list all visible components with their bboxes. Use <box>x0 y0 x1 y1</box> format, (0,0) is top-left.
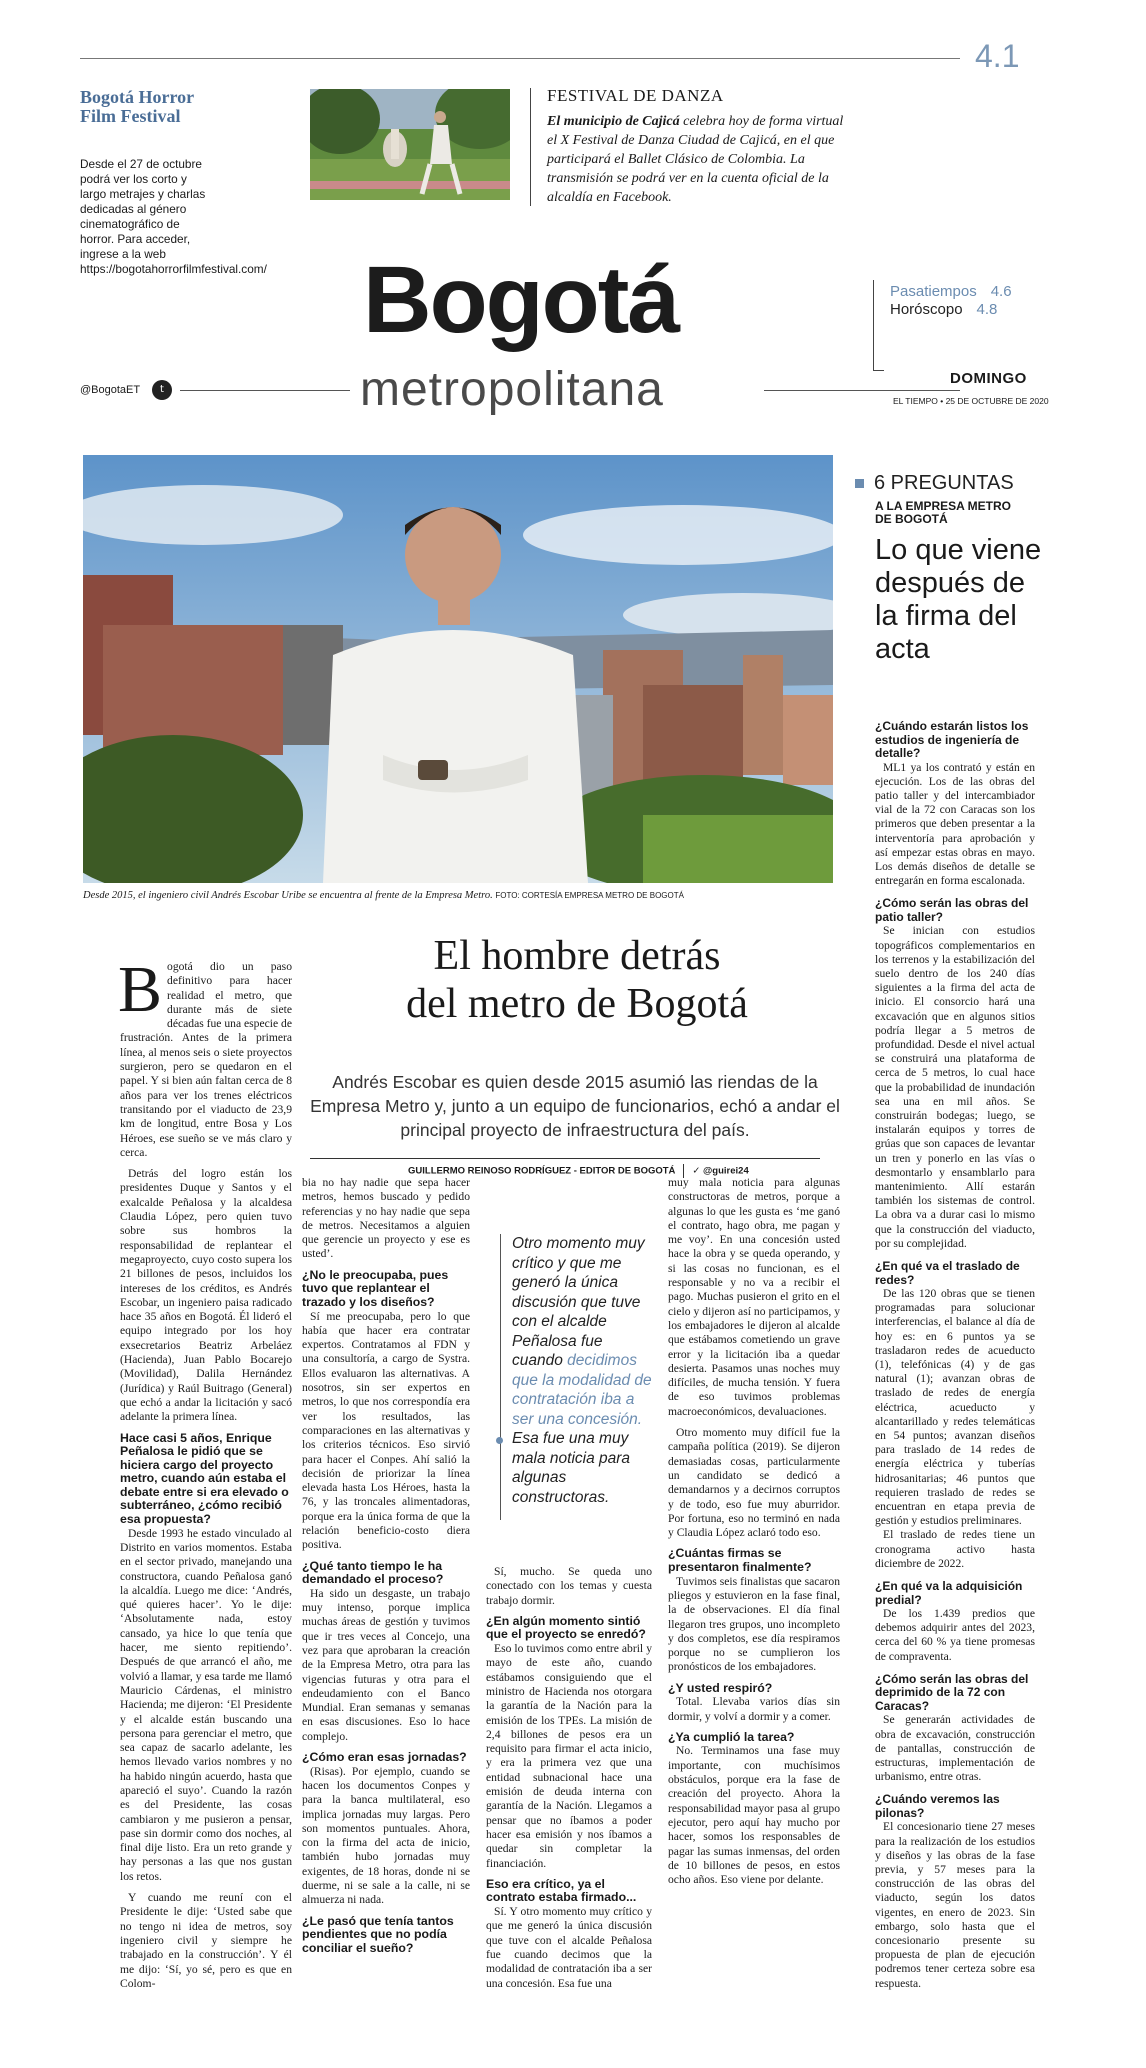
question: ¿Le pasó que tenía tantos pendientes que no podía conciliar el sueño? <box>302 1913 454 1955</box>
sidebar-question: ¿En qué va el traslado de redes? <box>875 1259 1020 1287</box>
answer: Sí, mucho. Se queda uno conectado con los temas y cuesta trabajo dormir. <box>486 1565 652 1607</box>
question: ¿No le preocupaba, pues tuvo que replantear el trazado y los diseños? <box>302 1267 449 1309</box>
index-label: Pasatiempos <box>890 283 977 300</box>
article-headline <box>312 932 842 1028</box>
sidebar-kicker-text: 6 PREGUNTAS <box>874 472 1014 494</box>
masthead-rule-left <box>180 390 350 391</box>
sidebar-question: ¿Cómo serán las obras del patio taller? <box>875 896 1029 924</box>
sidebar-title: Lo que viene después de la firma del acta <box>875 534 1042 665</box>
sidebar-question: ¿Cuándo estarán listos los estudios de ingeniería de detalle? <box>875 719 1029 760</box>
brief-title: Bogotá Horror Film Festival <box>80 87 194 126</box>
paragraph: Detrás del logro están los presidentes Duque y Santos y el exalcalde Peñalosa y la alcaldesa Claudia López, pero quien tuvo sobre sus hombros la responsabilidad de replantear el megaproyecto, cuyo costo supera los 21 billones de pesos, incluidos los intereses de los créditos, es Andrés Escobar, un ingeniero paisa radicado hace 35 años en Bogotá. Él lideró el equipo integrado por los hoy exsecretarios Beatriz Arbeláez (Hacienda), Juan Pablo Bocarejo (Movilidad), Dalila Hernández (Jurídica) y Raúl Buitrago (General) que echó a andar la licitación y sacó adelante la primera línea. <box>120 1167 292 1424</box>
sidebar-qa <box>875 720 1035 2000</box>
festival-text-lead: El municipio de Cajicá <box>547 114 680 129</box>
festival-text-body: celebra hoy de forma virtual el X Festival de Danza Ciudad de Cajicá, en el que participará el Ballet Clásico de Colombia. La transmisión se podrá ver en la cuenta oficial de la alcaldía en Facebook. <box>547 114 844 205</box>
day-label: DOMINGO <box>950 370 1027 387</box>
article-column-2 <box>302 1176 470 1955</box>
question: ¿Ya cumplió la tarea? <box>668 1729 795 1744</box>
article-deck: Andrés Escobar es quien desde 2015 asumió las riendas de la Empresa Metro y, junto a un equipo de funcionarios, echó a andar el principal proyecto de infraestructura del país. <box>310 1072 840 1140</box>
answer: Sí me preocupaba, pero lo que había que hacer era contratar expertos. Contratamos al FDN y una consultoría, a cargo de Systra. Ellos evaluaron las alternativas. A nosotros, sin ser expertos en metros, lo que nos correspondía era ver los resultados, las comparaciones en las alternativas y los criterios técnicos. Eso sirvió para hacer el Conpes. Ahí salió la decisión de priorizar la línea elevada hasta Los Héroes, hasta la 76, y las troncales alimentadoras, porque era la única forma de que la relación beneficio-costo diera positiva. <box>302 1309 470 1552</box>
sidebar-answer: De las 120 obras que se tienen programadas para solucionar interferencias, el balance al día de hoy es: en 6 puntos ya se trasladaron redes de acueducto (1), telefónicas (4) y de gas natural (1); avanzan obras de traslado de redes de energía eléctrica, acueducto y alcantarillado y redes telemáticas en 54 puntos; avanzan diseños para traslado de 14 redes de energía eléctrica y tuberías hidrosanitarias; 46 puntos que requieren traslado de redes se encuentran en etapa previa de gestión y estudios preliminares. <box>875 1287 1035 1528</box>
sidebar-question: ¿En qué va la adquisición predial? <box>875 1579 1023 1607</box>
pull-quote-rule <box>500 1234 501 1520</box>
section-title: Bogotá <box>363 247 679 353</box>
photo-caption <box>83 890 843 901</box>
sidebar-kicker <box>855 472 1014 495</box>
answer: Y cuando me reuní con el Presidente le dije: ‘Usted sabe que no tengo ni idea de metros, soy ingeniero civil y siempre he trabajado en la construcción’. Y él me dijo: ‘Sí, yo sé, pero es que en Colom- <box>120 1891 292 1990</box>
article-column-1 <box>118 953 292 1998</box>
brief-text: Desde el 27 de octubre podrá ver los corto y largo metrajes y charlas dedicadas al género cinematográfico de horror. Para acceder, ingrese a la web https://bogotahorrorfilmfestival.com/ <box>80 157 267 276</box>
masthead-rule-right <box>764 390 960 391</box>
question: ¿En algún momento sintió que el proyecto se enredó? <box>486 1613 646 1642</box>
sidebar-answer: De los 1.439 predios que debemos adquirir antes del 2023, cerca del 60 % ya tiene promesas de compraventa. <box>875 1607 1035 1663</box>
question: ¿Cuántas firmas se presentaron finalmente? <box>668 1546 812 1575</box>
question: ¿Cómo eran esas jornadas? <box>302 1750 467 1765</box>
festival-title: FESTIVAL DE DANZA <box>547 86 724 105</box>
question: Eso era crítico, ya el contrato estaba firmado... <box>486 1876 637 1905</box>
twitter-handle[interactable]: @BogotaET <box>80 384 141 396</box>
festival-photo <box>310 89 510 200</box>
index-label: Horóscopo <box>890 301 963 318</box>
pull-quote-text: Esa fue una muy mala noticia para algunas constructoras. <box>512 1430 631 1506</box>
pull-quote-highlight: decidimos que la modalidad de contratación iba a ser una concesión. <box>512 1352 652 1428</box>
answer: Eso lo tuvimos como entre abril y mayo de este año, cuando estábamos consiguiendo que el ministro de Hacienda nos otorgara la garantía de la Nación para la emisión de los TPEs. La misión de 2,4 billones de pesos era un requisito para firmar el acta inicio, y era la primera vez que una entidad subnacional hace una emisión de deuda interna con garantía de la Nación. Llegamos a pensar que no íbamos a poder hacer esa emisión y nos íbamos a quedar sin completar la financiación. <box>486 1642 652 1870</box>
twitter-icon: t <box>152 380 172 400</box>
answer: Total. Llevaba varios días sin dormir, y volví a dormir y a comer. <box>668 1695 840 1723</box>
answer: Tuvimos seis finalistas que sacaron pliegos y estuvieron en la fase final, la de observaciones. El día final llegaron tres grupos, uno incompleto y dos completos, ese día respiramos porque no se cumplieron los pronósticos de los embajadores. <box>668 1574 840 1674</box>
sidebar-question: ¿Cómo serán las obras del deprimido de la 72 con Caracas? <box>875 1671 1029 1713</box>
sidebar-answer: El traslado de redes tiene un cronograma activo hasta diciembre de 2022. <box>875 1528 1035 1570</box>
paragraph: ogotá dio un paso definitivo para hacer realidad el metro, que durante más de siete décadas fue una especie de frustración. Antes de la primera línea, al menos seis o siete proyectos surgieron, pero se quedaron en el papel. Y si bien aún faltan cerca de 8 años para ver los trenes eléctricos transitando por el viaducto de 23,9 km de longitud, entre Bosa y Los Héroes, ese sueño se ve más claro y cerca. <box>120 960 292 1159</box>
top-rule <box>80 58 960 59</box>
answer: No. Terminamos una fase muy importante, con muchísimos obstáculos, porque era la fase de creación del proyecto. Ahora la responsabilidad mayor pasa al grupo ejecutor, pero aquí hay mucho por hacer, somos los responsables de pagar las sumas inmensas, del orden de 10 billones de pesos, en estos ocho años. Eso viene por delante. <box>668 1744 840 1887</box>
sidebar-answer: Se inician con estudios topográficos complementarios en los terrenos y la estabilización del suelo dentro de los 240 días siguientes a la firma del acta de inicio. El consorcio hará una excavación que en algunos sitios podría llegar a 5 metros de profundidad. Desde el nivel actual se construirá una plataforma de cerca de 5 metros, lo cual hace que la probabilidad de inundación sea una en mil años. Se construirán bodegas; luego, se instalarán equipos y torres de grúas que son capaces de levantar un tren y ponerlo en las vías o desmontarlo y ensamblarlo para mantenimiento. Allí estarán también los sistemas de control. La obra va a durar casi lo mismo que la construcción del viaducto, por su complejidad. <box>875 924 1035 1250</box>
answer: (Risas). Por ejemplo, cuando se hacen los documentos Conpes y para la banca multilateral, eso implica jornadas muy largas. Pero son momentos puntuales. Ahora, con la firma del acta de inicio, también hubo jornadas muy exigentes, de 18 horas, donde ni se duerme, ni se sale a la calle, ni se almuerza ni nada. <box>302 1764 470 1907</box>
page-number: 4.1 <box>975 38 1020 74</box>
sidebar-subkicker: A LA EMPRESA METRO DE BOGOTÁ <box>875 499 1012 526</box>
festival-divider <box>530 88 531 206</box>
index-page: 4.6 <box>990 283 1012 300</box>
index-item-pasatiempos[interactable] <box>890 283 1012 300</box>
sidebar-answer: El concesionario tiene 27 meses para la realización de los estudios y diseños y las obras de la fase previa, y 57 meses para la construcción de las obras del viaducto, según los datos vigentes, en enero de 2023. Sin embargo, solo hasta que el concesionario presente su propuesta de plan de ejecución podremos tener certeza sobre esa respuesta. <box>875 1820 1035 1990</box>
byline-rule <box>310 1158 820 1159</box>
index-page: 4.8 <box>976 301 998 318</box>
article-column-4 <box>668 1176 840 1894</box>
article-column-3 <box>486 1565 652 1998</box>
paragraph: bia no hay nadie que sepa hacer metros, hemos buscado y pedido referencias y no hay nadie que sepa de metros. Necesitamos a alguien que gerencie un proyecto y ese es usted’. <box>302 1176 470 1261</box>
drop-cap: B <box>118 953 163 1026</box>
answer: Sí. Y otro momento muy crítico y que me generó la única discusión que tuve con el alcalde Peñalosa fue cuando decimos que la modalidad de contratación iba a ser una concesión. Esa fue una <box>486 1905 652 1990</box>
byline-handle[interactable]: @guirei24 <box>703 1165 749 1177</box>
sidebar-answer: Se generarán actividades de obra de excavación, construcción de pantallas, construcción de estructuras, implementación de urbanismo, entre otras. <box>875 1713 1035 1784</box>
question: ¿Qué tanto tiempo le ha demandado el proceso? <box>302 1558 444 1587</box>
paragraph: muy mala noticia para algunas constructoras de metros, porque a algunas lo que les gusta es ‘me ganó el contrato, hago obra, me pagan y me voy’. En una concesión usted hace la obra y se queda operando, y si las cosas no funcionan, es el responsable y no va a recibir el pago. Muchas pusieron el grito en el cielo y dijeron así no participamos, y los embajadores le dijeron al alcalde que estábamos cometiendo un grave error y la licitación iba a quedar desierta. Pasamos unas noches muy difíciles, de mucha tensión. Y fuera de eso tuvimos problemas macroeconómicos, devaluaciones. <box>668 1176 840 1418</box>
photo-credit: FOTO: CORTESÍA EMPRESA METRO DE BOGOTÁ <box>495 891 684 900</box>
headline-line-2: del metro de Bogotá <box>406 981 748 1027</box>
answer: Ha sido un desgaste, un trabajo muy intenso, porque implica muchas áreas de gestión y tuvimos que ir tres veces al Concejo, una vez para que aprobaran la creación de la Empresa Metro, otra para las vigencias futuras y otra para el endeudamiento con el Banco Mundial. Eran semanas y semanas en esas discusiones. Eso lo hace complejo. <box>302 1586 470 1743</box>
sidebar-question: ¿Cuándo veremos las pilonas? <box>875 1792 1000 1820</box>
answer: Desde 1993 he estado vinculado al Distrito en varios momentos. Estaba en el sector privado, manejando una constructora, cuando Peñalosa ganó la alcaldía. Luego me dice: ‘Andrés, qué quieres hacer’. Yo le dije: ‘Absolutamente nada, estoy cansado, ya hice lo que tenía que hacer, me siento repitiendo’. Después de que arrancó el año, me volvió a llamar, y esa tarde me llamó Mauricio Cárdenas, el ministro Hacienda; me dijeron: ‘El Presidente y el alcalde están buscando una persona para gerenciar el metro, que sea capaz de sacarlo adelante, les hemos llevado varios nombres y no ha habido ningún acuerdo, hasta que apareció el suyo’. Cuando la razón es del Presidente, las cosas cambiaron y me pusieron a pensar, pase sin dormir como dos noches, al final dije listo. Era un reto grande y hay personas a las que nos gustan los retos. <box>120 1526 292 1883</box>
paragraph: Otro momento muy difícil fue la campaña política (2019). Se dijeron demasiadas cosas, particularmente un candidato se dedicó a demandarnos y a decirnos corruptos y de todo, eso fue muy aburridor. Por fortuna, eso no terminó en nada y Claudia López aclaró todo eso. <box>668 1426 840 1540</box>
pull-quote-dot <box>496 1437 503 1444</box>
festival-text <box>547 112 847 207</box>
dateline: EL TIEMPO • 25 DE OCTUBRE DE 2020 <box>893 396 1049 406</box>
pull-quote-text: Otro momento muy crítico y que me generó la única discusión que tuve con el alcalde Peñalosa fue cuando <box>512 1235 645 1369</box>
pull-quote <box>512 1234 652 1507</box>
main-photo <box>83 455 833 883</box>
index-bracket <box>873 280 884 371</box>
caption-text: Desde 2015, el ingeniero civil Andrés Escobar Uribe se encuentra al frente de la Empresa Metro. <box>83 890 496 901</box>
headline-line-1: El hombre detrás <box>433 933 721 979</box>
twitter-icon: ✓ <box>692 1165 701 1177</box>
square-bullet-icon <box>855 479 864 488</box>
byline-author: GUILLERMO REINOSO RODRÍGUEZ - EDITOR DE BOGOTÁ <box>408 1165 676 1177</box>
section-subtitle: metropolitana <box>360 363 664 416</box>
question: Hace casi 5 años, Enrique Peñalosa le pidió que se hiciera cargo del proyecto metro, cuando aún estaba el debate entre si era elevado o subterráneo, ¿cómo recibió esa propuesta? <box>120 1430 289 1527</box>
sidebar-answer: ML1 ya los contrató y están en ejecución. Los de las obras del patio taller y del intercambiador vial de la 72 con Caracas son los primeros que deben presentar a la interventoría para aprobación y así empezar estas obras en mayo. Los demás diseños de detalle se entregarán en forma escalonada. <box>875 760 1035 888</box>
question: ¿Y usted respiró? <box>668 1680 773 1695</box>
index-item-horoscopo[interactable] <box>890 301 997 318</box>
